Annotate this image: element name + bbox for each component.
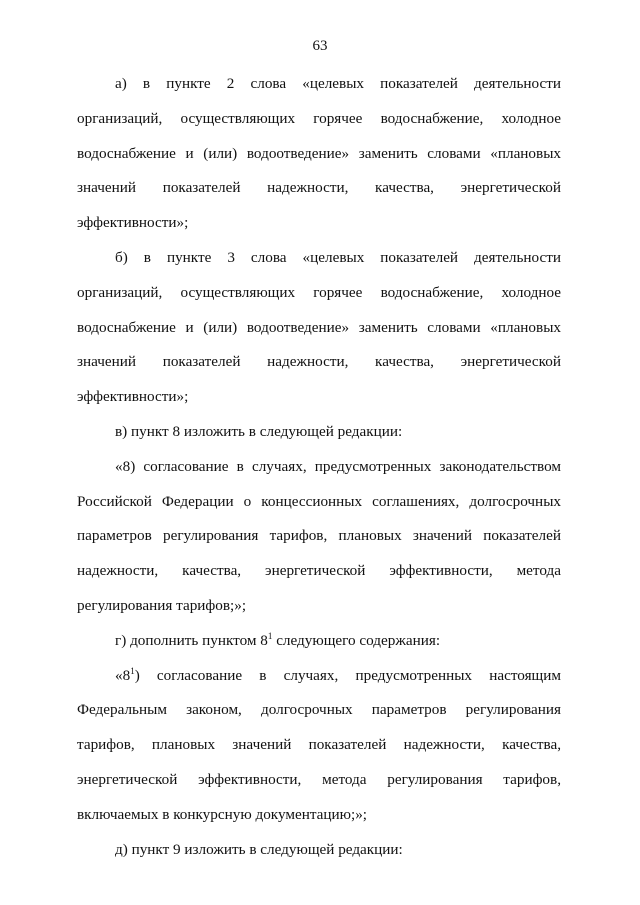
paragraph-d: д) пункт 9 изложить в следующей редакции: — [115, 840, 403, 858]
paragraph-b: б) в пункте 3 слова «целевых показателей деятельности организаций, осуществляющих горячее водоснабжение, холодное водоснабжение и (или) водоотведение» заменить словами «плановых значений показателей надежности, качества, энергетической эффективности»; — [77, 248, 561, 406]
paragraph-a: а) в пункте 2 слова «целевых показателей деятельности организаций, осуществляющих горячее водоснабжение, холодное водоснабжение и (или) водоотведение» заменить словами «плановых значений показателей надежности, качества, энергетической эффективности»; — [77, 75, 561, 232]
page-number: 63 — [312, 38, 328, 54]
paragraph-g-text-before: г) дополнить пунктом 8 — [115, 631, 268, 649]
paragraph-v: в) пункт 8 изложить в следующей редакции: — [115, 422, 403, 440]
paragraph-item-8-1-text-after: ) согласование в случаях, предусмотренных настоящим Федеральным законом, долгосрочных параметров регулирования тарифов, плановых значений показателей надежности, качества, энергетической эффективности, метода регулирования тарифов, включаемых в конкурсную документацию;»; — [77, 666, 561, 823]
paragraph-g-text-after: следующего содержания: — [272, 631, 441, 649]
paragraph-g — [77, 624, 561, 659]
paragraph-item-8-1 — [77, 659, 561, 833]
paragraph-item-8-1-superscript: 1 — [130, 665, 135, 676]
paragraph-g-superscript: 1 — [267, 630, 273, 641]
paragraph-item-8-1-text-before: «8 — [115, 666, 131, 684]
paragraph-item-8: «8) согласование в случаях, предусмотренных законодательством Российской Федерации о концессионных соглашениях, долгосрочных параметров регулирования тарифов, плановых значений показателей надежности, качества, энергетической эффективности, метода регулирования тарифов;»; — [77, 457, 561, 614]
document-body — [77, 67, 561, 867]
